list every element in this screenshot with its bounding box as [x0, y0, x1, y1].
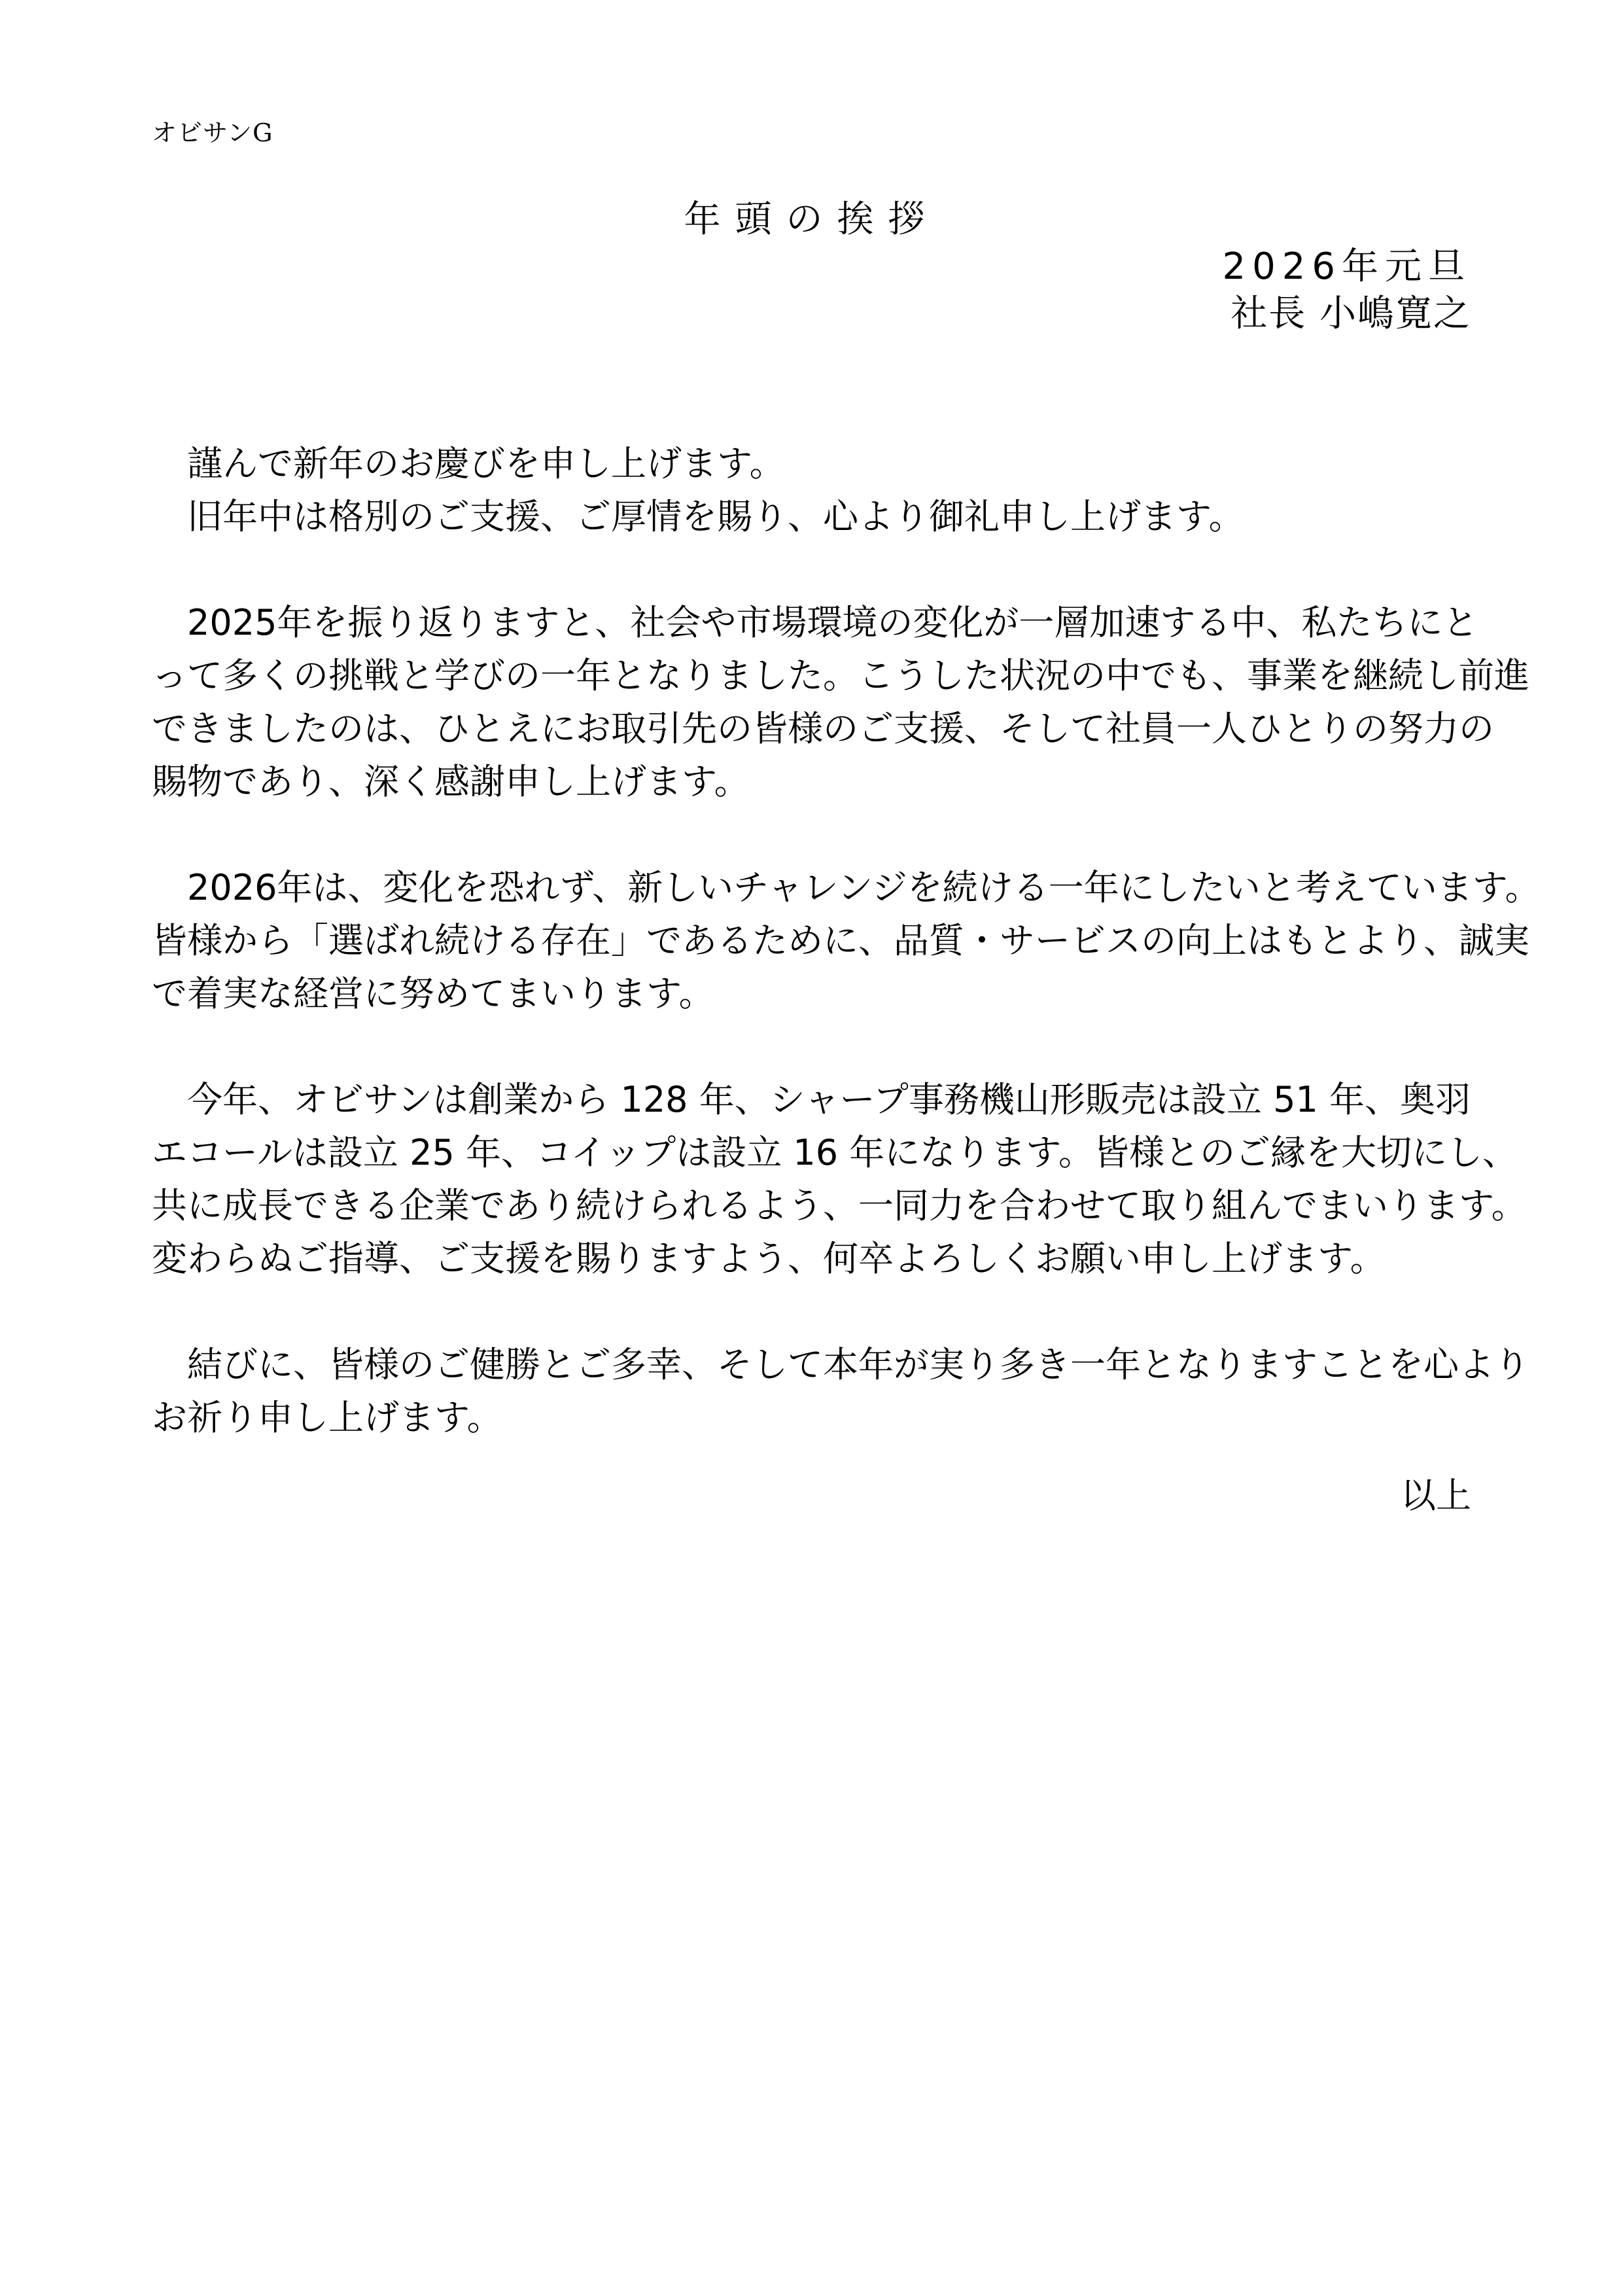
- paragraph-goals: [152, 861, 1541, 1020]
- paragraph-line: 共に成長できる企業であり続けられるよう、一同力を合わせて取り組んでまいります。: [152, 1185, 1527, 1226]
- paragraph-line: 変わらぬご指導、ご支援を賜りますよう、何卒よろしくお願い申し上げます。: [152, 1238, 1386, 1279]
- paragraph-line: 賜物であり、深く感謝申し上げます。: [152, 761, 750, 802]
- closing-mark: 以上: [1401, 1475, 1471, 1516]
- paragraph-line: エコールは設立 25 年、コイップは設立 16 年になります。皆様とのご縁を大切にし、: [152, 1132, 1518, 1173]
- paragraph-line: 2026年は、変化を恐れず、新しいチャレンジを続ける一年にしたいと考えています。: [187, 867, 1541, 908]
- paragraph-line: 結びに、皆様のご健勝とご多幸、そして本年が実り多き一年となりますことを心より: [187, 1344, 1529, 1385]
- document-date: 2026年元旦: [1222, 245, 1471, 288]
- paragraph-closing-wishes: [152, 1338, 1529, 1444]
- paragraph-spacer: [152, 808, 1512, 861]
- paragraph-line: 2025年を振り返りますと、社会や市場環境の変化が一層加速する中、私たちにと: [187, 602, 1478, 643]
- paragraph-greeting: [152, 437, 1512, 543]
- paragraph-line: 今年、オビサンは創業から 128 年、シャープ事務機山形販売は設立 51 年、奥羽: [187, 1079, 1471, 1120]
- paragraph-spacer: [152, 1020, 1512, 1073]
- paragraph-spacer: [152, 543, 1512, 596]
- paragraph-line: できましたのは、ひとえにお取引先の皆様のご支援、そして社員一人ひとりの努力の: [152, 708, 1494, 749]
- paragraph-line: お祈り申し上げます。: [152, 1397, 502, 1438]
- document-author: 社長 小嶋寛之: [1230, 292, 1471, 335]
- company-name: オビサンG: [152, 118, 273, 147]
- letter-body: [152, 437, 1541, 1444]
- paragraph-line: 皆様から「選ばれ続ける存在」であるために、品質・サービスの向上はもとより、誠実: [152, 920, 1529, 961]
- paragraph-line: で着実な経営に努めてまいります。: [152, 973, 714, 1014]
- paragraph-line: 旧年中は格別のご支援、ご厚情を賜り、心より御礼申し上げます。: [187, 496, 1244, 537]
- paragraph-review: [152, 596, 1529, 808]
- paragraph-anniversaries: [152, 1073, 1527, 1285]
- paragraph-line: って多くの挑戦と学びの一年となりました。こうした状況の中でも、事業を継続し前進: [152, 655, 1529, 696]
- paragraph-line: 謹んで新年のお慶びを申し上げます。: [187, 443, 785, 484]
- paragraph-spacer: [152, 1285, 1512, 1338]
- page-title: 年頭の挨拶: [684, 198, 939, 241]
